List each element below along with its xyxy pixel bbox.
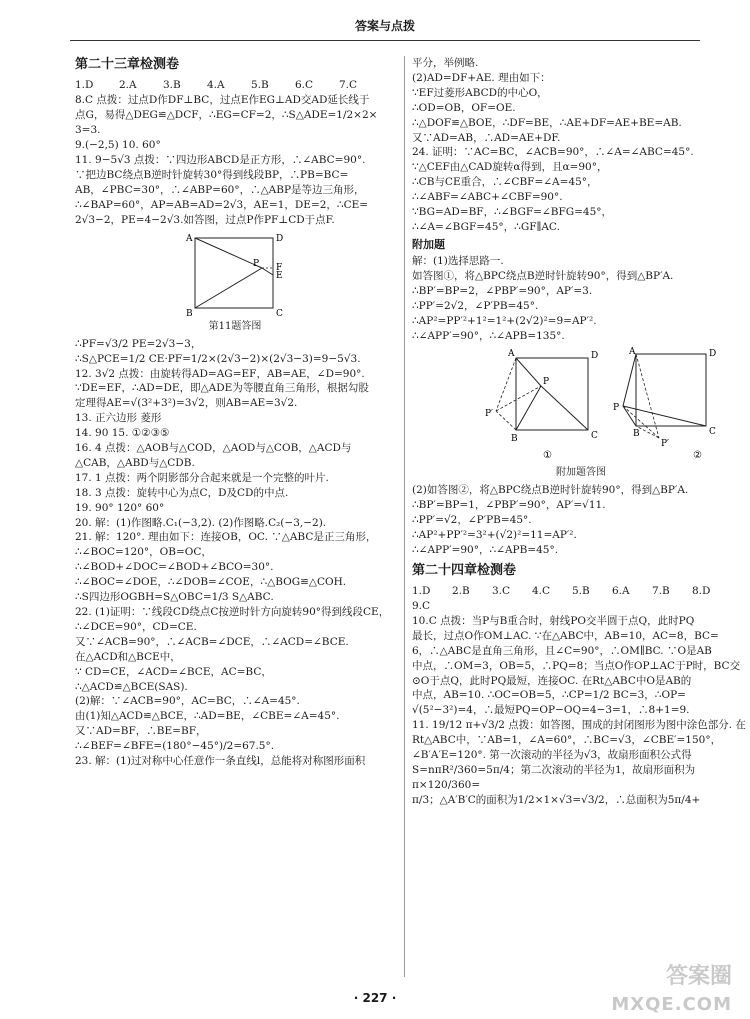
solution-block-a: [75, 93, 395, 227]
answer-item: 6.A: [612, 585, 630, 598]
solution-line: 6，∴△ABC是直角三角形，且∠C=90°，∴OM∥BC. ∵O是AB: [412, 644, 712, 657]
fig1-label-B: B: [511, 433, 518, 444]
solution-line: (2)AD=DF+AE. 理由如下：: [412, 71, 551, 84]
solution-line: 中点，AB=10. ∴OC=OB=5，∴CP=1/2 BC=3，∴OP=: [412, 689, 686, 702]
label-B: B: [186, 308, 193, 319]
solution-line: ∵DE=EF，∴AD=DE，即△ADE为等腰直角三角形，根据勾股: [75, 382, 369, 395]
solution-line: ⊙O于点Q，此时PQ最短，连接OC. 在Rt△ABC中O是AB的: [412, 674, 692, 687]
solution-line: 20. 解：(1)作图略.C₁(−3,2). (2)作图略.C₂(−3,−2).: [75, 516, 327, 529]
fig1-label-C: C: [591, 430, 598, 441]
figure-11: [75, 230, 395, 334]
solution-line: ∵△CEF由△CAD旋转α得到，且α=90°，: [412, 161, 608, 174]
answer-row-1-7: [75, 78, 395, 93]
solution-line: 又∵AD=BF，∴BE=BF，: [75, 725, 207, 738]
solution-line: △CAB，△ABD与△CDB.: [75, 456, 195, 469]
solution-line: π/3；△A′B′C的面积为1/2×1×√3=√3/2，∴总面积为5π/4+: [412, 793, 701, 806]
answer-item: 7.B: [652, 585, 670, 598]
solution-line: ∴△ACD≌△BCE(SAS).: [75, 680, 188, 693]
solution-line: Rt△ABC中，∵AB=1，∠A=60°，∴BC=√3，∠CBE′=150°，: [412, 734, 722, 747]
answer-item: 4.C: [532, 585, 551, 598]
solution-line: ∴PP′=√2，∠P′PB=45°.: [412, 513, 532, 526]
label-C: C: [276, 308, 283, 319]
label-P: P: [253, 258, 260, 269]
appendix-figure: [412, 346, 750, 480]
solution-line: ∴AP²=PP′²+1²=1²+(2√2)²=9=AP′².: [412, 315, 597, 328]
fig2-label-P: P: [613, 402, 620, 413]
left-column: [75, 56, 395, 977]
solution-line: 2√3−2，PE=4−2√3.如答图，过点P作PF⊥CD于点F.: [75, 213, 335, 226]
watermark-line-2: MXQE.COM: [611, 994, 732, 1016]
solution-line: ∴∠BOC=∠DOE，∴∠DOB=∠COE，∴△BOG≌△COH.: [75, 576, 347, 589]
solution-line: ∴OD=OB，OF=OE.: [412, 101, 516, 114]
chapter-24-title: 第二十四章检测卷: [412, 562, 517, 578]
solution-line: 18. 3 点拨：旋转中心为点C，D及CD的中点.: [75, 486, 289, 499]
solution-line: ∵ CD=CE，∠ACD=∠BCE，AC=BC，: [75, 665, 272, 678]
watermark: [572, 961, 732, 1016]
chapter-23-title: 第二十三章检测卷: [75, 57, 180, 72]
solution-block-d: [412, 254, 750, 343]
solution-line: ∴CB与CE重合，∴∠CBF=∠A=45°，: [412, 176, 598, 189]
solution-line: 又∵∠ACB=90°，∴∠ACB=∠DCE，∴∠ACD=∠BCE.: [75, 635, 349, 648]
fig1-label-Pprime: P′: [485, 408, 494, 419]
solution-line: 在△ACD和△BCE中，: [75, 650, 181, 663]
solution-line: 24. 证明：∵AC=BC，∠ACB=90°，∴∠A=∠ABC=45°.: [412, 146, 694, 159]
solution-block-b: [75, 337, 395, 769]
answer-item: 3.C: [492, 585, 511, 598]
page-number: · 227 ·: [353, 990, 397, 1005]
answer-item: 1.D: [75, 79, 94, 92]
solution-line: ∵EF过菱形ABCD的中心O，: [412, 86, 548, 99]
solution-line: 19. 90° 120° 60°: [75, 501, 165, 514]
label-F: F: [276, 262, 283, 273]
answer-item: 7.C: [339, 79, 358, 92]
fig1-label-D: D: [591, 350, 599, 361]
answer-item: 8.D: [692, 585, 711, 598]
solution-line: AB，∠PBC=30°，∴∠ABP=60°，∴△ABP是等边三角形，: [75, 183, 365, 196]
solution-line: ∴∠BOC=120°，OB=OC，∴∠BOD+∠DOC=∠BOD+∠BCO=30°.: [75, 546, 274, 574]
solution-line: 中点，∴OM=3，OB=5，∴PQ=8；当点O作OP⊥AC于P时，BC交: [412, 659, 741, 672]
fig1-label-P: P: [543, 376, 550, 387]
fig2-label-D: D: [709, 348, 717, 359]
solution-line: 12. 3√2 点拨：由旋转得AD=AG=EF，AB=AE，∠D=90°.: [75, 367, 365, 380]
solution-block-f: [412, 614, 750, 808]
solution-line: ∴S△PCE=1/2 CE·PF=1/2×(2√3−2)×(2√3−3)=9−5√3.: [75, 352, 361, 365]
label-E: E: [276, 270, 283, 281]
solution-line: ∴AP²+PP′²=3²+(√2)²=11=AP′².: [412, 528, 577, 541]
fig1-number: ①: [543, 449, 552, 461]
solution-line: ∴∠A=∠BGF=45°，∴GF∥AC.: [412, 220, 560, 233]
fig1-label-A: A: [508, 348, 515, 359]
appendix-title: 附加题: [412, 237, 445, 251]
solution-block-c: [412, 56, 750, 235]
solution-line: 14. 90 15. ①②③⑤: [75, 427, 170, 440]
solution-line: ∴S四边形OGBH=S△OBC=1/3 S△ABC.: [75, 591, 274, 604]
solution-line: 点G，易得△DEG≌△DCF，∴EG=CF=2，∴S△ADE=1/2×2×: [75, 109, 378, 122]
right-column: [412, 56, 750, 977]
solution-line: ∴△DOF≌△BOE，∴DF=BE，∴AE+DF=AE+BE=AB.: [412, 116, 682, 129]
fig2-label-B: B: [633, 428, 640, 439]
solution-line: 解：(1)选择思路一.: [412, 255, 504, 268]
solution-line: (2)如答图②，将△BPC绕点B逆时针旋转90°，得到△BP′A.: [412, 484, 689, 497]
solution-line: √(5²−3²)=4，∴最短PQ=OP−OQ=4−3=1，∴8+1=9.: [412, 704, 690, 717]
solution-line: 最长，过点O作OM⊥AC. ∵在△ABC中，AB=10，AC=8，BC=: [412, 629, 719, 642]
solution-line: S=nπR²/360=5π/4；第二次滚动的半径为1，故扇形面积为π×120/360=: [412, 763, 696, 791]
answer-item: 6.C: [295, 79, 314, 92]
figure-11-caption: 第11题答图: [208, 320, 262, 332]
answer-9: 9.C: [412, 600, 431, 612]
solution-line: ∴BP′=BP=2，∠PBP′=90°，AP′=3.: [412, 285, 593, 298]
solution-line: 定理得AE=√(3²+3²)=3√2，则AB=AE=3√2.: [75, 397, 298, 410]
solution-block-e: [412, 483, 750, 558]
fig2-label-A: A: [629, 346, 636, 357]
answer-item: 4.A: [207, 79, 225, 92]
fig2-number: ②: [693, 449, 702, 461]
answer-item: 2.B: [452, 585, 470, 598]
answer-item: 1.D: [412, 585, 431, 598]
solution-line: ∴∠DCE=90°，CD=CE.: [75, 620, 197, 633]
solution-line: 23. 解：(1)过对称中心任意作一条直线l，总能将对称图形面积: [75, 755, 366, 768]
answer-item: 2.A: [119, 79, 137, 92]
page-header: 答案与点拨: [70, 18, 700, 41]
label-D: D: [276, 233, 284, 244]
appendix-diagram: [431, 346, 731, 466]
solution-line: (2)解：∵∠ACB=90°，AC=BC，∴∠A=45°.: [75, 695, 300, 708]
watermark-line-1: 答案圈: [665, 964, 732, 989]
fig2-label-C: C: [709, 426, 716, 437]
solution-line: ∴∠BEF=∠BFE=(180°−45°)/2=67.5°.: [75, 740, 275, 753]
solution-line: 由(1)知△ACD≌△BCE，∴AD=BE，∠CBE=∠A=45°.: [75, 710, 340, 723]
answer-item: 5.B: [572, 585, 590, 598]
solution-line: 又∵AD=AB，∴AD=AE+DF.: [412, 131, 561, 144]
solution-line: ∵BG=AD=BF，∴∠BGF=∠BFG=45°，: [412, 206, 613, 219]
solution-line: 22. (1)证明：∵线段CD绕点C按逆时针方向旋转90°得到线段CE，: [75, 606, 390, 619]
solution-line: 21. 解：120°. 理由如下：连接OB，OC. ∵△ABC是正三角形，: [75, 531, 377, 544]
solution-line: ∴∠APP′=90°，∴∠APB=45°.: [412, 543, 559, 556]
solution-line: 13. 正六边形 菱形: [75, 412, 162, 425]
solution-line: ∠B′A′E=120°. 第一次滚动的半径为√3，故扇形面积公式得: [412, 749, 692, 762]
solution-line: 如答图①，将△BPC绕点B逆时针旋转90°，得到△BP′A.: [412, 270, 674, 283]
solution-line: ∴∠APP′=90°，∴∠APB=135°.: [412, 330, 565, 343]
solution-line: 16. 4 点拨：△AOB与△COD，△AOD与△COB，△ACD与: [75, 442, 352, 455]
answer-row-1-8: [412, 584, 750, 599]
label-A: A: [186, 233, 193, 244]
fig2-label-Pprime: P′: [661, 438, 670, 449]
appendix-figure-caption: 附加题答图: [556, 466, 606, 478]
solution-line: ∴PP′=2√2，∠P′PB=45°.: [412, 300, 539, 313]
solution-line: ∴∠ABF=∠ABC+∠CBF=90°.: [412, 191, 563, 204]
figure-11-diagram: [180, 230, 290, 320]
solution-line: 11. 9−5√3 点拨：∵四边形ABCD是正方形，∴∠ABC=90°.: [75, 153, 366, 166]
solution-line: 11. 19/12 π+√3/2 点拨：如答图，围成的封闭图形为图中涂色部分. 在: [412, 719, 746, 732]
solution-line: 17. 1 点拨：两个阴影部分合起来就是一个完整的叶片.: [75, 471, 329, 484]
solution-line: ∵把边BC绕点B逆时针旋转30°得到线段BP，∴PB=BC=: [75, 168, 349, 181]
answer-item: 5.B: [251, 79, 269, 92]
solution-line: ∴PF=√3/2 PE=2√3−3，: [75, 337, 202, 350]
solution-line: ∴BP′=BP=1，∠PBP′=90°，AP′=√11.: [412, 499, 606, 512]
solution-line: 8.C 点拨：过点D作DF⊥BC，过点E作EG⊥AD交AD延长线于: [75, 94, 370, 107]
solution-line: ∴∠BAP=60°，AP=AB=AD=2√3，AE=1，DE=2，∴CE=: [75, 198, 369, 211]
solution-line: 平分，举例略.: [412, 57, 479, 69]
answer-item: 3.B: [163, 79, 181, 92]
solution-line: 10.C 点拨：当P与B重合时，射线PO交半圆于点Q，此时PQ: [412, 614, 695, 627]
solution-line: 9.(−2,5) 10. 60°: [75, 139, 161, 152]
column-divider: [404, 56, 405, 977]
solution-line: 3=3.: [75, 124, 101, 137]
